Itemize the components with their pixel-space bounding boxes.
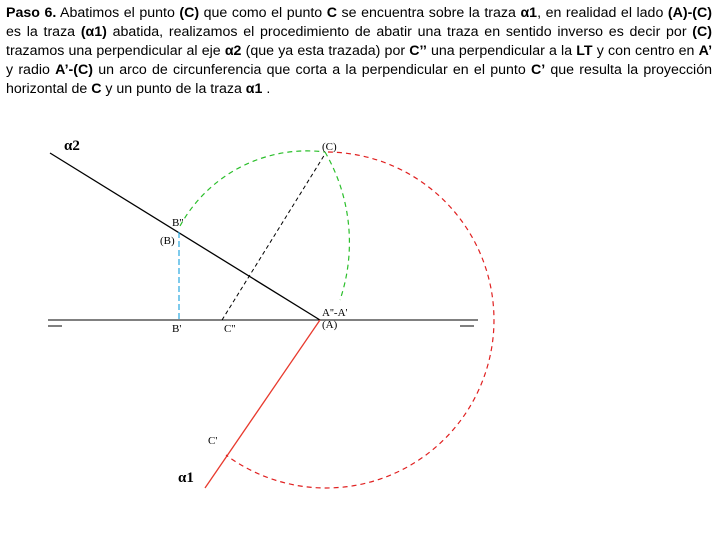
label-c-double-prime: C'' xyxy=(224,323,236,335)
text-segment: un arco de circunferencia que corta a la perpendicular en el punto xyxy=(92,62,531,78)
label-a-abatido: (A) xyxy=(322,319,338,331)
text-segment: abatida, realizamos el procedimiento de abatir una traza en sentido inverso es decir por xyxy=(106,24,693,40)
label-alpha1: α1 xyxy=(178,470,194,486)
alpha2-trace xyxy=(50,153,320,320)
label-c-prime: C' xyxy=(208,435,218,447)
text-segment: , en realidad el lado xyxy=(537,5,668,21)
text-bold: A’ xyxy=(698,43,713,59)
text-bold: C’ xyxy=(530,62,546,78)
text-bold: (C) xyxy=(692,24,712,40)
text-segment: es la traza xyxy=(6,24,81,40)
label-b-prime: B' xyxy=(172,323,182,335)
text-bold: α2 xyxy=(224,43,242,59)
text-bold: (C) xyxy=(179,5,200,21)
text-bold: C xyxy=(326,5,337,21)
text-segment: y radio xyxy=(6,62,56,78)
text-segment: trazamos una perpendicular al eje xyxy=(6,43,225,59)
text-bold: LT xyxy=(576,43,593,59)
text-segment: (que ya esta trazada) por xyxy=(241,43,410,59)
label-alpha2: α2 xyxy=(64,138,80,154)
text-bold: A’-(C) xyxy=(55,62,93,78)
label-a-projections: A''-A' xyxy=(322,307,348,319)
text-segment: que como el punto xyxy=(199,5,327,21)
text-segment: y con centro en xyxy=(592,43,699,59)
text-segment: una perpendicular a la xyxy=(426,43,577,59)
text-bold: α1 xyxy=(245,81,263,97)
text-segment: . xyxy=(262,81,271,97)
text-bold: (A)-(C) xyxy=(667,5,713,21)
text-segment: se encuentra sobre la traza xyxy=(337,5,521,21)
text-bold: (α1) xyxy=(80,24,107,40)
text-bold: C’’ xyxy=(409,43,427,59)
label-c-abatido: (C) xyxy=(322,141,337,153)
label-b-double-prime: B'' xyxy=(172,217,184,229)
text-bold: α1 xyxy=(520,5,538,21)
text-segment: que resulta la proyección horizontal de xyxy=(6,62,712,97)
green-arc-right xyxy=(325,152,349,300)
alpha1-trace xyxy=(205,320,320,488)
text-bold: C xyxy=(91,81,102,97)
perpendicular-c-to-alpha2 xyxy=(222,154,325,320)
step-title: Paso 6. xyxy=(6,5,57,21)
text-segment: Abatimos el punto xyxy=(56,5,180,21)
label-b-abatido: (B) xyxy=(160,235,175,247)
text-segment: y un punto de la traza xyxy=(101,81,246,97)
